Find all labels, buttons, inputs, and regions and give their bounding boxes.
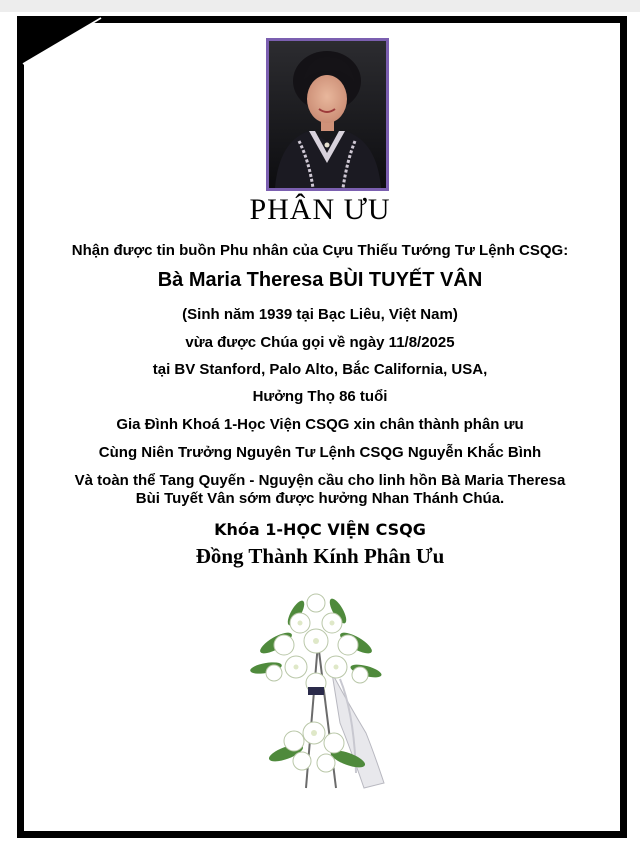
prayer-line-1: Và toàn thể Tang Quyến - Nguyện cầu cho linh hồn Bà Maria Theresa — [74, 472, 566, 489]
signature-closing: Đồng Thành Kính Phân Ưu — [195, 544, 445, 568]
top-edge — [0, 0, 640, 12]
condolence-line-2: Cùng Niên Trưởng Nguyên Tư Lệnh CSQG Nguyễn Khắc Bình — [98, 444, 542, 461]
page-title: PHÂN ƯU — [249, 193, 391, 226]
condolence-line-1: Gia Đình Khoá 1-Học Viện CSQG xin chân thành phân ưu — [116, 416, 524, 433]
age-info: Hưởng Thọ 86 tuổi — [252, 388, 388, 405]
mourning-ribbon-corner — [17, 16, 107, 70]
death-place: tại BV Stanford, Palo Alto, Bắc California, USA, — [152, 361, 488, 378]
funeral-wreath-image — [236, 583, 396, 793]
intro-text: Nhận được tin buồn Phu nhân của Cựu Thiếu Tướng Tư Lệnh CSQG: — [71, 242, 569, 259]
birth-info: (Sinh năm 1939 tại Bạc Liêu, Việt Nam) — [182, 306, 458, 323]
deceased-name: Bà Maria Theresa BÙI TUYẾT VÂN — [157, 269, 483, 291]
death-date: vừa được Chúa gọi về ngày 11/8/2025 — [185, 334, 455, 351]
signature-group: Khóa 1-HỌC VIỆN CSQG — [214, 520, 426, 539]
portrait-photo — [266, 38, 389, 191]
prayer-line-2: Bùi Tuyết Vân sớm được hưởng Nhan Thánh Chúa. — [135, 490, 505, 507]
